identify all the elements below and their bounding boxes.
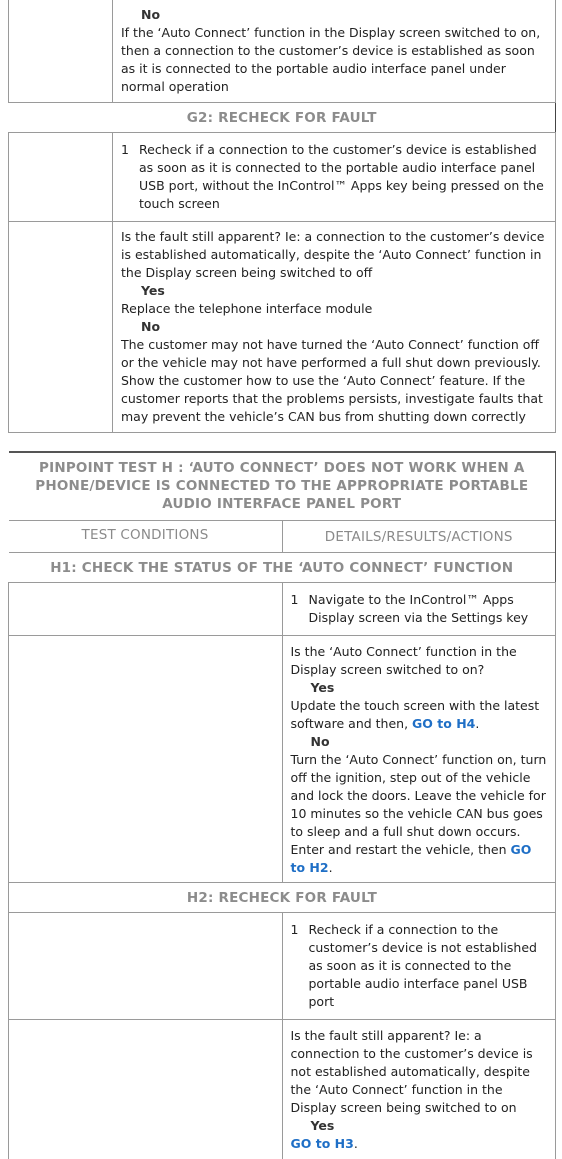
h2-step-row [9,913,556,1020]
yes-result: Update the touch screen with the latest software and then, GO to H4. [291,697,548,733]
h2-header-row [9,883,556,913]
h1-header-row [9,553,556,583]
yes-label: Yes [291,1117,548,1135]
pinpoint-test-g-continued [8,0,556,433]
go-to-h2-link[interactable]: GO to H2 [291,842,532,875]
go-to-h4-link[interactable]: GO to H4 [412,716,475,731]
yes-label: Yes [291,679,548,697]
column-header-row [9,521,556,553]
step-number: 1 [121,141,139,159]
yes-result-text: Update the touch screen with the latest software and then, [291,698,540,731]
no-label: No [291,733,548,751]
no-label: No [121,6,547,24]
question-text: Is the fault still apparent? Ie: a connection to the customer’s device is not established automatically, despite the ‘Auto Connect’ function in the Display screen being switched to on [291,1027,548,1117]
h2-title: H2: RECHECK FOR FAULT [9,883,556,913]
g2-result-row [9,222,556,433]
no-result-text: The customer may not have turned the ‘Auto Connect’ function off or the vehicle may not have performed a full shut down previously. Show the customer how to use the ‘Auto Connect’ feature. If the customer reports that the problems persists, investigate faults that may prevent the vehicle’s CAN bus from shutting down correctly [121,336,547,426]
no-result-text: Turn the ‘Auto Connect’ function on, turn off the ignition, step out of the vehicle and lock the doors. Leave the vehicle for 10 minutes so the vehicle CAN bus goes to sleep and a full shut down occurs. Enter and restart the vehicle, then [291,752,547,857]
step-item [291,591,548,627]
step-number: 1 [291,921,309,939]
step-item [121,141,547,213]
test-h-title-row [9,452,556,521]
step-text: Recheck if a connection to the customer’s device is not established as soon as it is connected to the portable audio interface panel USB port [309,922,537,1009]
question-text: Is the ‘Auto Connect’ function in the Display screen switched to on? [291,643,548,679]
no-result: Turn the ‘Auto Connect’ function on, turn off the ignition, step out of the vehicle and lock the doors. Leave the vehicle for 10 minutes so the vehicle CAN bus goes to sleep and a full shut down occurs. Enter and restart the vehicle, then GO to H2. [291,751,548,877]
yes-result: GO to H3. [291,1135,548,1153]
h2-result-row [9,1020,556,1159]
h1-title: H1: CHECK THE STATUS OF THE ‘AUTO CONNECT’ FUNCTION [9,553,556,583]
test-h-title: PINPOINT TEST H : ‘AUTO CONNECT’ DOES NOT WORK WHEN A PHONE/DEVICE IS CONNECTED TO THE APPROPRIATE PORTABLE AUDIO INTERFACE PANEL PORT [9,452,556,521]
g2-title: G2: RECHECK FOR FAULT [9,103,556,133]
h1-step-row [9,583,556,636]
step-text: Recheck if a connection to the customer’s device is established as soon as it is connected to the portable audio interface panel USB port, without the InControl™ Apps key being pressed on the touch screen [139,142,544,211]
no-label: No [121,318,547,336]
col-details-results-actions: DETAILS/RESULTS/ACTIONS [282,521,556,553]
step-item [291,921,548,1011]
go-to-h3-link[interactable]: GO to H3 [291,1136,354,1151]
no-result-text: If the ‘Auto Connect’ function in the Display screen switched to on, then a connection to the customer’s device is established as soon as it is connected to the portable audio interface panel under normal operation [121,24,547,96]
g2-step-row [9,133,556,222]
h1-result-row [9,636,556,883]
g1-no-row [9,0,556,103]
question-text: Is the fault still apparent? Ie: a connection to the customer’s device is established automatically, despite the ‘Auto Connect’ function in the Display screen being switched to off [121,228,547,282]
col-test-conditions: TEST CONDITIONS [9,521,283,553]
yes-label: Yes [121,282,547,300]
g2-header-row [9,103,556,133]
step-number: 1 [291,591,309,609]
yes-result-text: Replace the telephone interface module [121,300,547,318]
pinpoint-test-h [8,451,556,1159]
step-text: Navigate to the InControl™ Apps Display screen via the Settings key [309,592,529,625]
